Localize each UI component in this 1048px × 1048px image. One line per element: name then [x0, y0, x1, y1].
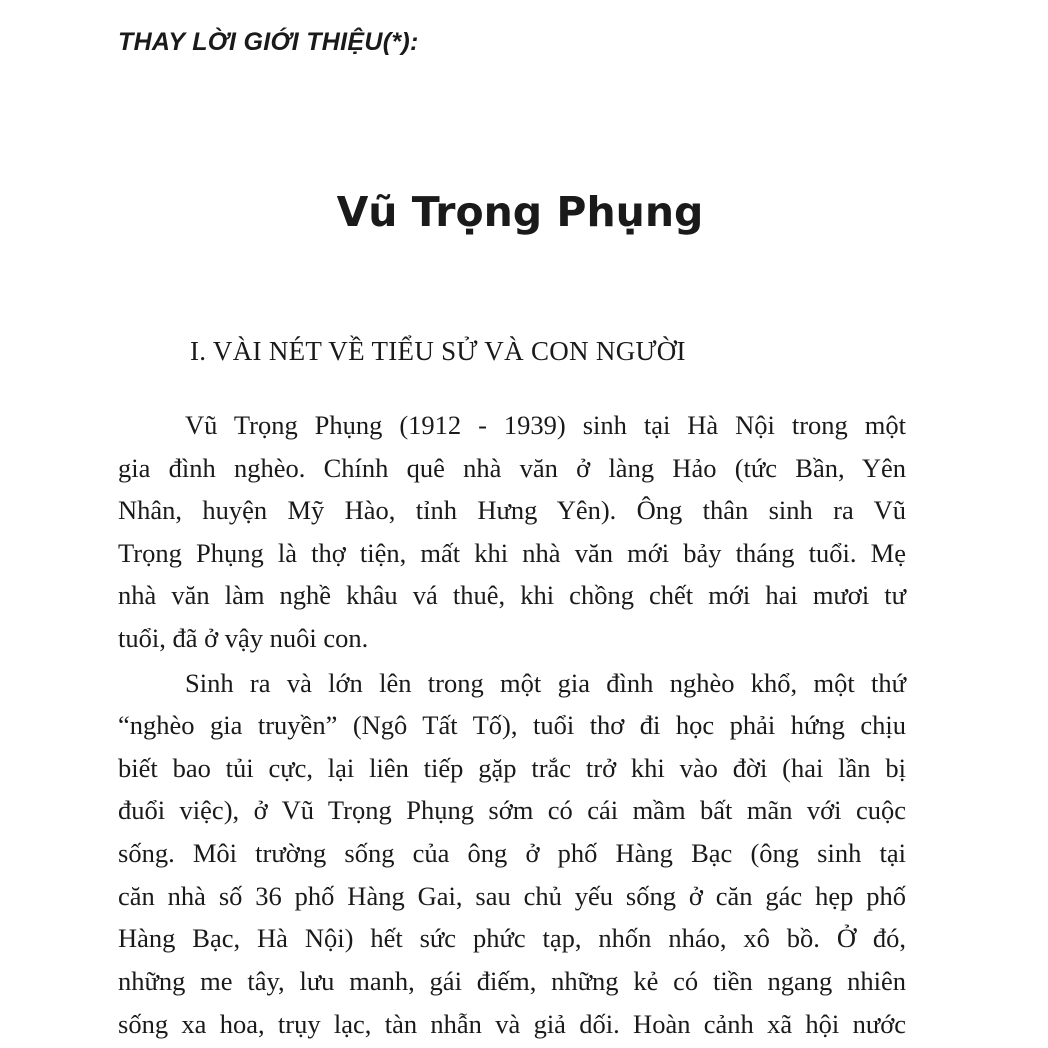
text-line: nhà văn làm nghề khâu vá thuê, khi chồng chết mới hai mươi tư [118, 580, 906, 610]
text-line: Hàng Bạc, Hà Nội) hết sức phức tạp, nhốn nháo, xô bồ. Ở đó, [118, 923, 906, 953]
text-line: Trọng Phụng là thợ tiện, mất khi nhà văn mới bảy tháng tuổi. Mẹ [118, 538, 906, 568]
text-line: tuổi, đã ở vậy nuôi con. [118, 623, 369, 653]
section-heading: I. VÀI NÉT VỀ TIỂU SỬ VÀ CON NGƯỜI [190, 336, 686, 366]
chapter-header: THAY LỜI GIỚI THIỆU(*): [118, 28, 419, 56]
text-line: căn nhà số 36 phố Hàng Gai, sau chủ yếu sống ở căn gác hẹp phố [118, 881, 906, 911]
text-line: “nghèo gia truyền” (Ngô Tất Tố), tuổi thơ đi học phải hứng chịu [118, 710, 906, 740]
text-line: sống xa hoa, trụy lạc, tàn nhẫn và giả dối. Hoàn cảnh xã hội nước [118, 1009, 906, 1039]
text-line: Nhân, huyện Mỹ Hào, tỉnh Hưng Yên). Ông thân sinh ra Vũ [118, 495, 906, 525]
text-line: Sinh ra và lớn lên trong một gia đình nghèo khổ, một thứ [185, 668, 906, 698]
text-line: sống. Môi trường sống của ông ở phố Hàng Bạc (ông sinh tại [118, 838, 906, 868]
text-line: biết bao tủi cực, lại liên tiếp gặp trắc trở khi vào đời (hai lần bị [118, 753, 906, 783]
page-title: Vũ Trọng Phụng [336, 188, 704, 236]
text-line: đuổi việc), ở Vũ Trọng Phụng sớm có cái mầm bất mãn với cuộc [118, 795, 906, 825]
text-line: gia đình nghèo. Chính quê nhà văn ở làng Hảo (tức Bần, Yên [118, 453, 906, 483]
text-line: những me tây, lưu manh, gái điếm, những kẻ có tiền ngang nhiên [118, 966, 906, 996]
text-line: Vũ Trọng Phụng (1912 - 1939) sinh tại Hà Nội trong một [185, 410, 906, 440]
